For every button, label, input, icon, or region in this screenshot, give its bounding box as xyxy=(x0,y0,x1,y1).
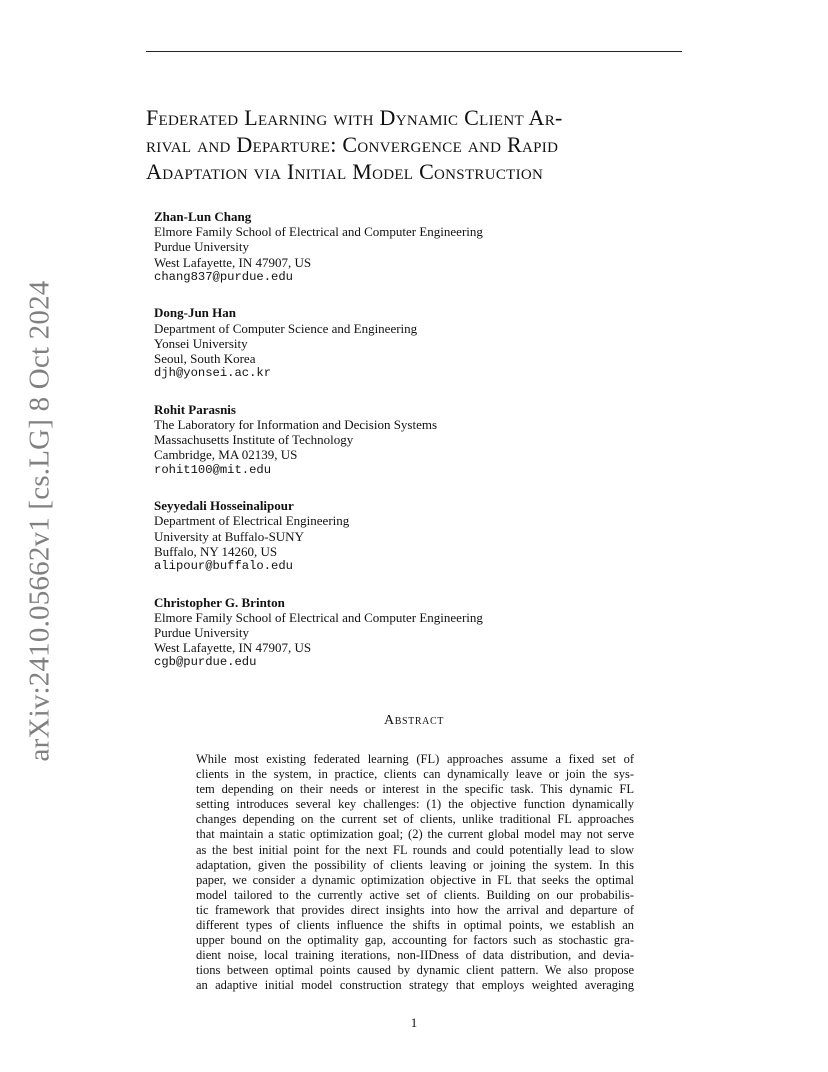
abstract-line: upper bound on the optimality gap, accounting for factors such as stochastic gra- xyxy=(196,933,634,948)
author-location: Seoul, South Korea xyxy=(154,351,256,367)
author-block xyxy=(154,402,674,478)
abstract-line: an adaptive initial model construction strategy that employs weighted averaging xyxy=(196,978,634,993)
abstract-line: tions between optimal points caused by dynamic client pattern. We also propose xyxy=(196,963,634,978)
author-institution: Purdue University xyxy=(154,625,249,641)
author-name: Seyyedali Hosseinalipour xyxy=(154,498,294,514)
page-number: 1 xyxy=(410,1015,418,1030)
author-institution: Massachusetts Institute of Technology xyxy=(154,432,354,448)
author-location: Buffalo, NY 14260, US xyxy=(154,543,278,559)
author-email: rohit100@mit.edu xyxy=(154,462,272,477)
abstract-line: tic framework that provides direct insights into how the arrival and departure of xyxy=(196,902,634,917)
author-institution: University at Buffalo-SUNY xyxy=(154,528,304,544)
abstract-line: adaptation, given the possibility of clients leaving or joining the system. In this xyxy=(196,857,634,872)
title-line: Adaptation via Initial Model Construction xyxy=(146,159,544,184)
abstract-line: While most existing federated learning (FL) approaches assume a fixed set of xyxy=(196,752,634,766)
abstract-line: setting introduces several key challenges: (1) the objective function dynamically xyxy=(196,797,634,812)
author-institution: Purdue University xyxy=(154,239,249,255)
paper-title xyxy=(146,104,706,185)
top-rule xyxy=(146,51,682,52)
author-name: Christopher G. Brinton xyxy=(154,594,285,610)
author-department: The Laboratory for Information and Decision Systems xyxy=(154,417,438,433)
abstract-line: as the best initial point for the next FL rounds and could potentially lead to slow xyxy=(196,842,634,857)
abstract-heading: Abstract xyxy=(384,713,444,728)
author-department: Department of Electrical Engineering xyxy=(154,513,350,529)
author-email: alipour@buffalo.edu xyxy=(154,559,293,574)
author-block xyxy=(154,305,674,381)
author-name: Dong-Jun Han xyxy=(154,305,236,321)
author-email: djh@yonsei.ac.kr xyxy=(154,366,272,381)
arxiv-identifier-text: arXiv:2410.05662v1 [cs.LG] 8 Oct 2024 xyxy=(23,280,56,762)
author-email: cgb@purdue.edu xyxy=(154,655,257,670)
author-block xyxy=(154,209,674,285)
author-name: Rohit Parasnis xyxy=(154,401,236,417)
abstract-body xyxy=(196,752,634,994)
author-institution: Yonsei University xyxy=(154,335,248,351)
abstract-line: clients in the system, in practice, clients can dynamically leave or join the sys- xyxy=(196,767,634,782)
abstract-line: different types of clients influence the shifts in optimal points, we establish an xyxy=(196,918,634,933)
author-location: West Lafayette, IN 47907, US xyxy=(154,640,312,656)
author-location: Cambridge, MA 02139, US xyxy=(154,447,298,463)
abstract-line: changes depending on the current set of clients, unlike traditional FL approaches xyxy=(196,812,634,827)
author-block xyxy=(154,498,674,574)
author-department: Department of Computer Science and Engineering xyxy=(154,320,418,336)
author-department: Elmore Family School of Electrical and Computer Engineering xyxy=(154,609,483,625)
abstract-line: model tailored to the currently active set of clients. Building on our probabilis- xyxy=(196,887,634,902)
author-name: Zhan-Lun Chang xyxy=(154,209,252,224)
author-list xyxy=(154,209,674,691)
abstract-line: that maintain a static optimization goal; (2) the current global model may not serve xyxy=(196,827,634,842)
title-line: rival and Departure: Convergence and Rapid xyxy=(146,132,559,157)
abstract-line: paper, we consider a dynamic optimization objective in FL that seeks the optimal xyxy=(196,872,634,887)
author-block xyxy=(154,595,674,671)
abstract-line: dient noise, local training iterations, non-IIDness of data distribution, and devia- xyxy=(196,948,634,963)
title-line: Federated Learning with Dynamic Client Ar- xyxy=(146,105,563,130)
author-location: West Lafayette, IN 47907, US xyxy=(154,254,312,270)
author-department: Elmore Family School of Electrical and Computer Engineering xyxy=(154,224,483,240)
author-email: chang837@purdue.edu xyxy=(154,269,293,284)
abstract-line: tem depending on their needs or interest in the specific task. This dynamic FL xyxy=(196,782,634,797)
